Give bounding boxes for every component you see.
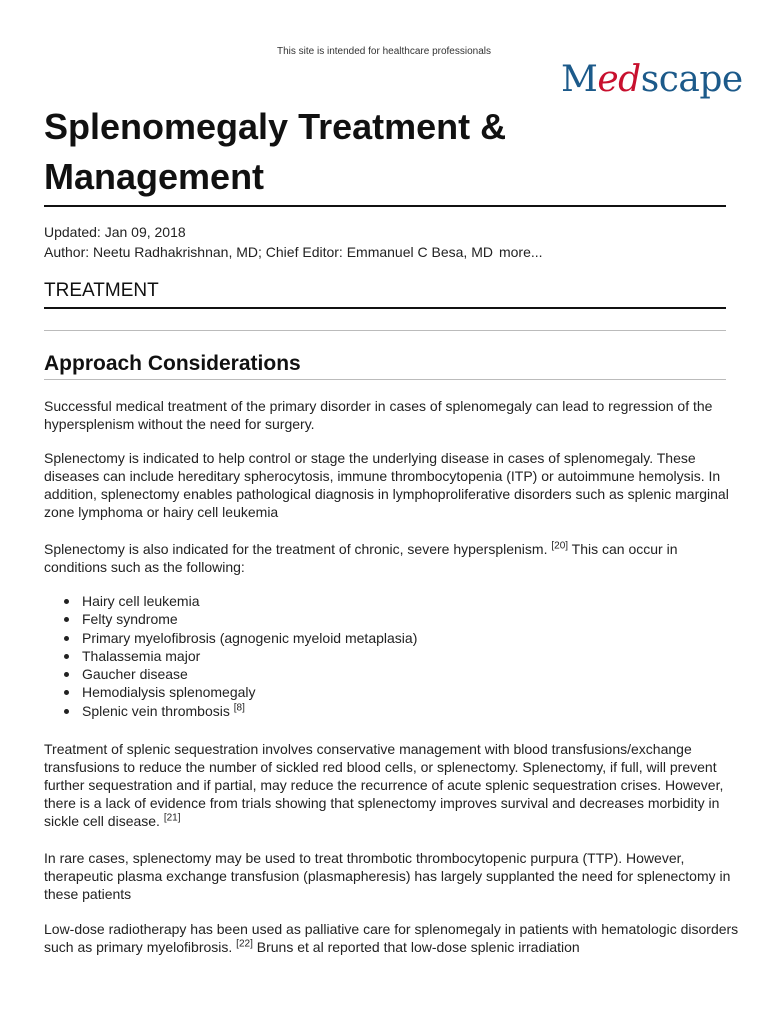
reference-link[interactable]: [21] <box>163 812 181 824</box>
audience-notice: This site is intended for healthcare professionals <box>276 46 491 57</box>
author-line <box>44 242 543 262</box>
page-title: Splenomegaly Treatment & Management <box>44 106 507 197</box>
list-item: Hairy cell leukemia <box>82 592 417 610</box>
section-heading: Approach Considerations <box>44 352 301 375</box>
updated-date: Updated: Jan 09, 2018 <box>44 224 186 240</box>
reference-link[interactable]: [22] <box>236 938 253 950</box>
conditions-list <box>44 592 417 720</box>
paragraph-5: In rare cases, splenectomy may be used to treat thrombotic thrombocytopenic purpura (TTP). However, therapeutic plasma exchange transfusion (plasmapheresis) has largely supplanted the need for splenectomy in these patients <box>44 850 731 902</box>
list-item-text: Splenic vein thrombosis <box>82 702 230 719</box>
logo-part-ed: ed <box>597 59 641 100</box>
paragraph-3 <box>44 540 744 576</box>
list-item: Hemodialysis splenomegaly <box>82 683 417 701</box>
heading-underline <box>44 379 726 380</box>
reference-link[interactable]: [20] <box>551 540 569 552</box>
paragraph-3-text-b: This can occur in conditions such as the following: <box>44 541 678 575</box>
list-item: Gaucher disease <box>82 665 417 683</box>
paragraph-6-text-b: Bruns et al reported that low-dose splenic irradiation <box>252 939 580 955</box>
list-item: Thalassemia major <box>82 647 417 665</box>
more-authors-link[interactable]: more... <box>498 244 543 260</box>
section-subdivider <box>44 330 726 331</box>
medscape-logo[interactable] <box>561 58 743 102</box>
title-divider <box>44 205 726 207</box>
paragraph-4-text: Treatment of splenic sequestration involves conservative management with blood transfusions/exchange transfusions to reduce the number of sickled red blood cells, or splenectomy. Splenectomy, if full, will prevent further sequestration and if partial, may reduce the recurrence of acute splenic sequestration crises. However, there is a lack of evidence from trials showing that splenectomy improves survival and decreases morbidity in sickle cell disease. <box>44 741 724 829</box>
paragraph-3-text-a: Splenectomy is also indicated for the treatment of chronic, severe hypersplenism. <box>44 541 548 557</box>
list-item: Felty syndrome <box>82 610 417 628</box>
section-label: TREATMENT <box>44 280 159 301</box>
paragraph-1: Successful medical treatment of the primary disorder in cases of splenomegaly can lead to regression of the hypersplenism without the need for surgery. <box>44 398 713 432</box>
logo-part-scape: scape <box>640 59 743 100</box>
logo-part-m: M <box>561 59 598 100</box>
list-item <box>82 702 417 720</box>
reference-link[interactable]: [8] <box>233 702 245 714</box>
paragraph-6 <box>44 920 744 956</box>
list-item: Primary myelofibrosis (agnogenic myeloid metaplasia) <box>82 629 418 646</box>
paragraph-6-text-a: Low-dose radiotherapy has been used as palliative care for splenomegaly in patients with hematologic disorders such as primary myelofibrosis. <box>44 921 739 955</box>
paragraph-4 <box>44 740 744 830</box>
article-meta <box>44 222 543 262</box>
section-divider <box>44 307 726 309</box>
paragraph-2: Splenectomy is indicated to help control or stage the underlying disease in cases of splenomegaly. These diseases can include hereditary spherocytosis, immune thrombocytopenia (ITP) or autoimmune hemolysis. In addition, splenectomy enables pathological diagnosis in lymphoproliferative disorders such as splenic marginal zone lymphoma or hairy cell leukemia <box>44 450 729 520</box>
author-names: Author: Neetu Radhakrishnan, MD; Chief Editor: Emmanuel C Besa, MD <box>44 244 493 260</box>
